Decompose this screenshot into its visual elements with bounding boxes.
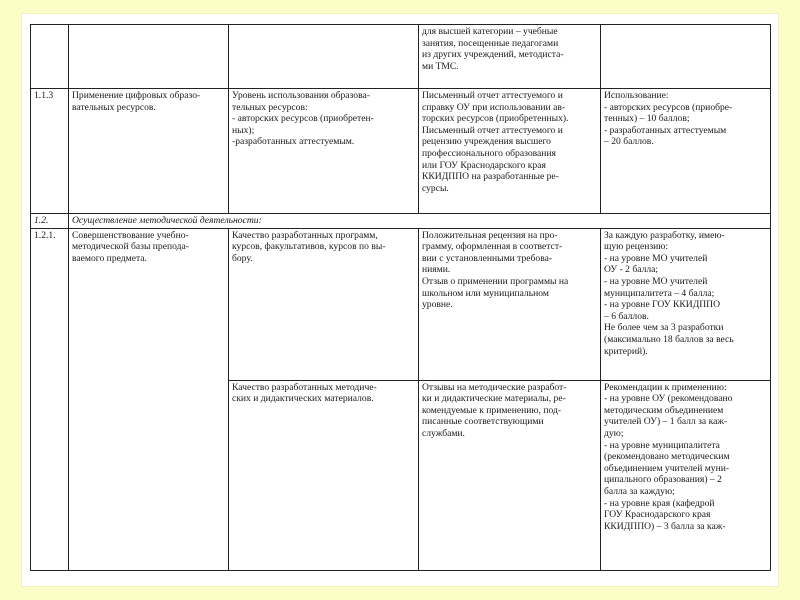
cell-document: для высшей категории – учебные занятия, посещенные педагогами из других учреждений, методиста- ми ТМС. bbox=[419, 25, 601, 89]
section-row-1-2 bbox=[31, 214, 771, 229]
cell-scoring: За каждую разработку, имею- щую рецензию: - на уровне МО учителей ОУ - 2 балла; - на уровне МО учителей муниципалитета – 4 балла; - на уровне ГОУ ККИДППО – 6 баллов. Не более чем за 3 разработки (максимально 18 баллов за весь критерий). bbox=[601, 228, 771, 380]
cell-indicator: Уровень использования образова- тельных ресурсов: - авторских ресурсов (приобретен- ных); -разработанных аттестуемым. bbox=[229, 89, 419, 214]
cell-num: 1.2.1. bbox=[31, 228, 69, 570]
table-row-continued bbox=[31, 25, 771, 89]
section-num: 1.2. bbox=[31, 214, 69, 229]
table-row-1-1-3 bbox=[31, 89, 771, 214]
section-title: Осуществление методической деятельности: bbox=[69, 214, 771, 229]
cell-scoring bbox=[601, 25, 771, 89]
cell-indicator: Качество разработанных программ, курсов, факультативов, курсов по вы- бору. bbox=[229, 228, 419, 380]
cell-document: Письменный отчет аттестуемого и справку ОУ при использовании ав- торских ресурсов (приобретенных). Письменный отчет аттестуемого и рецензию учреждения высшего профессионального образования или ГОУ Краснодарского края ККИДППО на разработанные ре- сурсы. bbox=[419, 89, 601, 214]
cell-name bbox=[69, 25, 229, 89]
cell-indicator: Качество разработанных методиче- ских и дидактических материалов. bbox=[229, 380, 419, 570]
cell-scoring: Использование: - авторских ресурсов (приобре- тенных) – 10 баллов; - разработанных аттестуемым – 20 баллов. bbox=[601, 89, 771, 214]
table-row-1-2-1 bbox=[31, 228, 771, 380]
cell-document: Отзывы на методические разработ- ки и дидактические материалы, ре- комендуемые к применению, под- писанные соответствующими службами. bbox=[419, 380, 601, 570]
criteria-table bbox=[30, 24, 771, 571]
cell-indicator bbox=[229, 25, 419, 89]
cell-document: Положительная рецензия на про- грамму, оформленная в соответст- вии с установленными требова- ниями. Отзыв о применении программы на школьном или муниципальном уровне. bbox=[419, 228, 601, 380]
cell-name: Применение цифровых образо- вательных ресурсов. bbox=[69, 89, 229, 214]
cell-num bbox=[31, 25, 69, 89]
cell-name: Совершенствование учебно- методической базы препода- ваемого предмета. bbox=[69, 228, 229, 570]
cell-num: 1.1.3 bbox=[31, 89, 69, 214]
cell-scoring: Рекомендации к применению: - на уровне ОУ (рекомендовано методическим объединением учителей ОУ) – 1 балл за каж- дую; - на уровне муниципалитета (рекомендовано методическим объединением учителей муни- ципального образования) – 2 балла за каждую; - на уровне края (кафедрой ГОУ Краснодарского края ККИДППО) – 3 балла за каж- bbox=[601, 380, 771, 570]
document-page bbox=[22, 14, 778, 586]
